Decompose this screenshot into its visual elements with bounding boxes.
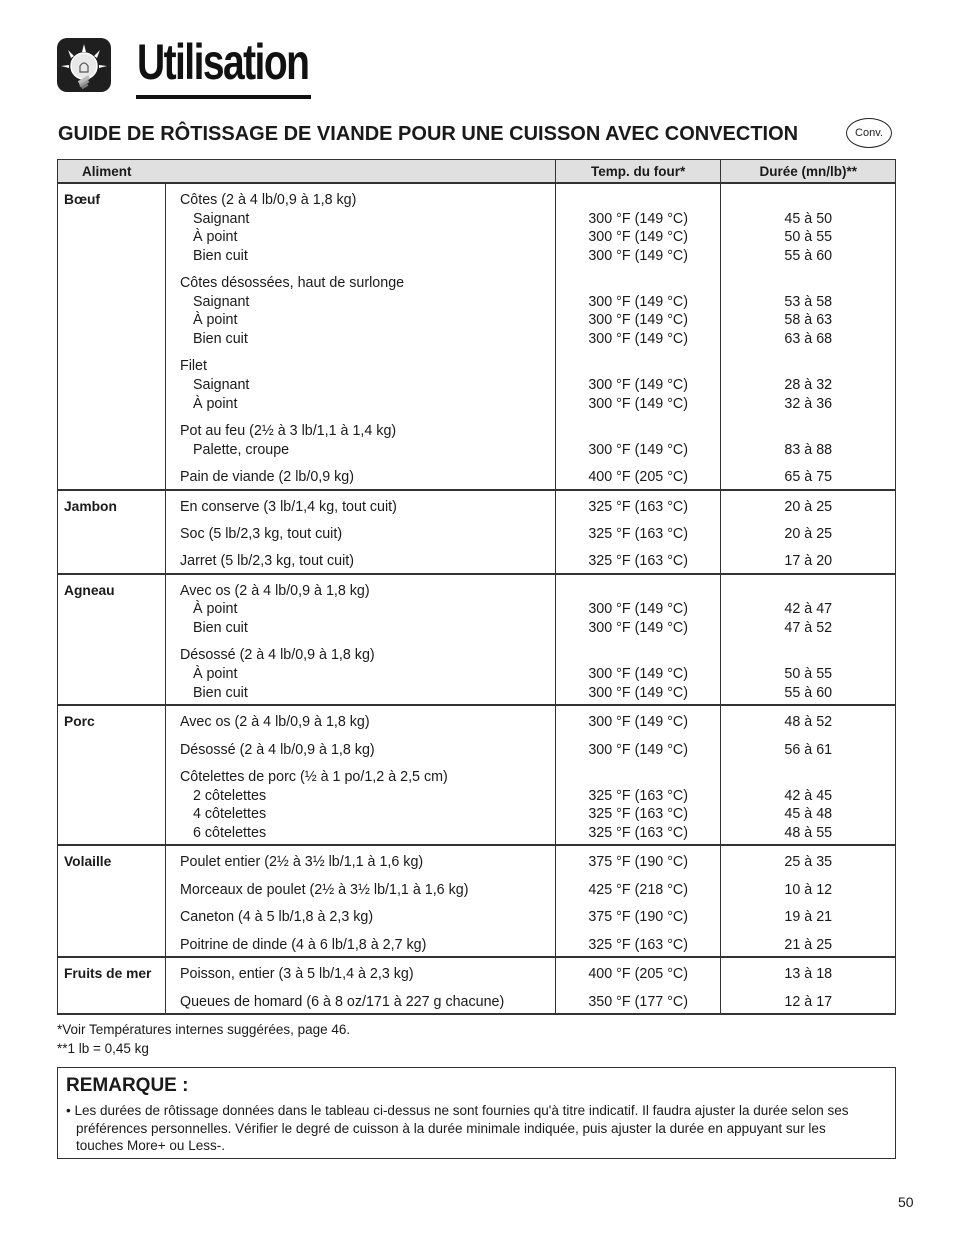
oven-temp-cell — [555, 845, 721, 957]
food-item-label: À point — [192, 229, 238, 246]
food-item-label: Palette, croupe — [192, 441, 290, 458]
food-item-label: Saignant — [192, 293, 250, 310]
food-item-label: Saignant — [192, 210, 250, 227]
table-row — [58, 490, 896, 574]
food-item-label: À point — [192, 312, 238, 329]
cook-time-value: 21 à 25 — [784, 936, 833, 953]
table-header-row — [58, 160, 896, 184]
oven-temp-value: 375 °F (190 °C) — [588, 909, 688, 926]
row-gap — [721, 927, 895, 936]
note-box — [57, 1067, 896, 1159]
table-row — [58, 845, 896, 957]
food-item-label: 6 côtelettes — [192, 824, 267, 841]
cook-time-cell — [721, 845, 896, 957]
cook-time-value: 50 à 55 — [784, 666, 833, 683]
row-gap — [556, 265, 721, 274]
food-items-cell — [165, 490, 555, 574]
food-item-label: Poisson, entier (3 à 5 lb/1,4 à 2,3 kg) — [179, 966, 414, 983]
oven-temp-value: 300 °F (149 °C) — [588, 601, 688, 618]
oven-temp-value — [556, 768, 721, 787]
oven-temp-cell — [555, 705, 721, 845]
food-item-label: Filet — [179, 358, 207, 375]
food-item-label: 4 côtelettes — [192, 806, 267, 823]
cook-time-value: 48 à 55 — [784, 824, 833, 841]
cook-time-value: 42 à 47 — [784, 601, 833, 618]
oven-temp-cell — [555, 574, 721, 705]
oven-temp-value: 325 °F (163 °C) — [588, 525, 688, 542]
food-item-label: Caneton (4 à 5 lb/1,8 à 2,3 kg) — [179, 909, 374, 926]
oven-temp-value: 300 °F (149 °C) — [588, 714, 688, 731]
oven-temp-cell — [555, 490, 721, 574]
food-category: Agneau — [58, 574, 166, 705]
row-gap — [166, 638, 555, 647]
light-bulb-icon — [57, 38, 111, 92]
food-item-label: Poitrine de dinde (4 à 6 lb/1,8 à 2,7 kg) — [179, 936, 427, 953]
row-gap — [556, 516, 721, 525]
title-underline — [136, 95, 311, 99]
cook-time-cell — [721, 183, 896, 490]
row-gap — [721, 349, 895, 358]
section-title: GUIDE DE RÔTISSAGE DE VIANDE POUR UNE CUISSON AVEC CONVECTION — [58, 123, 799, 145]
footnote-temp: *Voir Températures internes suggérées, page 46. — [57, 1022, 351, 1037]
oven-temp-value: 325 °F (163 °C) — [588, 553, 688, 570]
oven-temp-value: 300 °F (149 °C) — [588, 229, 688, 246]
cook-time-value: 56 à 61 — [784, 741, 833, 758]
food-item-label: Poulet entier (2½ à 3½ lb/1,1 à 1,6 kg) — [179, 854, 424, 871]
row-gap — [721, 265, 895, 274]
oven-temp-value: 300 °F (149 °C) — [588, 330, 688, 347]
food-item-label: En conserve (3 lb/1,4 kg, tout cuit) — [179, 498, 397, 515]
food-item-label: Bien cuit — [192, 684, 248, 701]
cook-time-value: 12 à 17 — [784, 993, 833, 1010]
cook-time-value — [721, 357, 895, 376]
cook-time-value — [721, 582, 895, 601]
oven-temp-value: 300 °F (149 °C) — [588, 247, 688, 264]
food-item-label: Saignant — [192, 376, 250, 393]
row-gap — [166, 265, 555, 274]
oven-temp-value: 350 °F (177 °C) — [588, 993, 688, 1010]
cook-time-cell — [721, 574, 896, 705]
cook-time-value: 58 à 63 — [784, 312, 833, 329]
cook-time-value: 42 à 45 — [784, 787, 833, 804]
table-row — [58, 183, 896, 490]
cook-time-value: 55 à 60 — [784, 247, 833, 264]
footnote-lb: **1 lb = 0,45 kg — [57, 1041, 149, 1056]
row-gap — [166, 759, 555, 768]
row-gap — [556, 459, 721, 468]
table-body — [58, 183, 896, 1014]
row-gap — [721, 759, 895, 768]
row-gap — [166, 543, 555, 552]
cook-time-value — [721, 274, 895, 293]
oven-temp-value: 325 °F (163 °C) — [588, 936, 688, 953]
row-gap — [721, 459, 895, 468]
oven-temp-value: 400 °F (205 °C) — [588, 468, 688, 485]
row-gap — [721, 732, 895, 741]
food-item-label: Pain de viande (2 lb/0,9 kg) — [179, 468, 355, 485]
row-gap — [556, 984, 721, 993]
cook-time-value: 48 à 52 — [784, 714, 833, 731]
cook-time-value: 32 à 36 — [784, 395, 833, 412]
note-text: • Les durées de rôtissage données dans le tableau ci-dessus ne sont fournies qu'à titre indicatif. Il faudra ajuster la durée selon ses préférences personnelles. Vérifier le degré de cuisson à la durée minimale indiquée, puis ajuster la durée en appuyant sur les touches More+ ou Less-. — [66, 1103, 849, 1153]
oven-temp-value: 325 °F (163 °C) — [588, 498, 688, 515]
oven-temp-cell — [555, 957, 721, 1014]
cook-time-value: 53 à 58 — [784, 293, 833, 310]
cook-time-value: 50 à 55 — [784, 229, 833, 246]
row-gap — [721, 872, 895, 881]
row-gap — [556, 927, 721, 936]
row-gap — [166, 349, 555, 358]
row-gap — [166, 984, 555, 993]
row-gap — [556, 759, 721, 768]
oven-temp-value: 375 °F (190 °C) — [588, 854, 688, 871]
cook-time-value: 10 à 12 — [784, 881, 833, 898]
cook-time-value — [721, 768, 895, 787]
oven-temp-value: 300 °F (149 °C) — [588, 210, 688, 227]
oven-temp-value — [556, 191, 721, 210]
oven-temp-value — [556, 422, 721, 441]
row-gap — [721, 516, 895, 525]
food-category: Volaille — [58, 845, 166, 957]
header-temp: Temp. du four* — [555, 160, 721, 184]
row-gap — [166, 899, 555, 908]
row-gap — [721, 899, 895, 908]
table-row — [58, 574, 896, 705]
row-gap — [556, 349, 721, 358]
oven-temp-value — [556, 646, 721, 665]
food-items-cell — [165, 957, 555, 1014]
page-number: 50 — [898, 1194, 914, 1210]
food-category: Jambon — [58, 490, 166, 574]
footnotes — [57, 1020, 350, 1058]
row-gap — [721, 984, 895, 993]
row-gap — [556, 413, 721, 422]
food-item-label: Jarret (5 lb/2,3 kg, tout cuit) — [179, 553, 354, 570]
cook-time-value: 55 à 60 — [784, 684, 833, 701]
food-item-label: Désossé (2 à 4 lb/0,9 à 1,8 kg) — [179, 647, 375, 664]
table-row — [58, 705, 896, 845]
cook-time-value: 19 à 21 — [784, 909, 833, 926]
oven-temp-value — [556, 582, 721, 601]
food-items-cell — [165, 705, 555, 845]
page-title: Utilisation — [137, 34, 309, 90]
oven-temp-value — [556, 357, 721, 376]
oven-temp-value: 300 °F (149 °C) — [588, 666, 688, 683]
food-item-label: À point — [192, 666, 238, 683]
oven-temp-value: 300 °F (149 °C) — [588, 741, 688, 758]
cook-time-value: 83 à 88 — [784, 441, 833, 458]
food-item-label: Pot au feu (2½ à 3 lb/1,1 à 1,4 kg) — [179, 422, 397, 439]
cook-time-value: 47 à 52 — [784, 620, 833, 637]
food-item-label: Côtes désossées, haut de surlonge — [179, 275, 405, 292]
cook-time-value: 17 à 20 — [784, 553, 833, 570]
oven-temp-value: 300 °F (149 °C) — [588, 395, 688, 412]
row-gap — [166, 459, 555, 468]
row-gap — [556, 872, 721, 881]
food-item-label: Côtelettes de porc (½ à 1 po/1,2 à 2,5 cm) — [179, 769, 448, 786]
header-aliment: Aliment — [58, 160, 556, 184]
cook-time-value: 45 à 50 — [784, 210, 833, 227]
note-title: REMARQUE : — [66, 1075, 189, 1096]
oven-temp-value: 300 °F (149 °C) — [588, 441, 688, 458]
oven-temp-value: 325 °F (163 °C) — [588, 824, 688, 841]
food-item-label: Désossé (2 à 4 lb/0,9 à 1,8 kg) — [179, 741, 375, 758]
food-item-label: À point — [192, 395, 238, 412]
row-gap — [166, 927, 555, 936]
cook-time-value: 20 à 25 — [784, 525, 833, 542]
food-items-cell — [165, 845, 555, 957]
oven-temp-value: 325 °F (163 °C) — [588, 787, 688, 804]
row-gap — [166, 516, 555, 525]
food-items-cell — [165, 183, 555, 490]
cook-time-cell — [721, 705, 896, 845]
cook-time-value: 45 à 48 — [784, 806, 833, 823]
table-row — [58, 957, 896, 1014]
food-item-label: Bien cuit — [192, 330, 248, 347]
row-gap — [166, 732, 555, 741]
oven-temp-value: 300 °F (149 °C) — [588, 293, 688, 310]
roasting-table — [57, 159, 896, 1015]
food-item-label: Côtes (2 à 4 lb/0,9 à 1,8 kg) — [179, 192, 357, 208]
cook-time-value: 20 à 25 — [784, 498, 833, 515]
row-gap — [556, 899, 721, 908]
cook-time-cell — [721, 490, 896, 574]
cook-time-value: 65 à 75 — [784, 468, 833, 485]
food-item-label: Morceaux de poulet (2½ à 3½ lb/1,1 à 1,6 kg) — [179, 881, 469, 898]
row-gap — [556, 543, 721, 552]
food-category: Porc — [58, 705, 166, 845]
cook-time-value: 13 à 18 — [784, 966, 833, 983]
oven-temp-value: 300 °F (149 °C) — [588, 620, 688, 637]
oven-temp-value: 300 °F (149 °C) — [588, 684, 688, 701]
row-gap — [166, 413, 555, 422]
row-gap — [556, 638, 721, 647]
food-item-label: Bien cuit — [192, 247, 248, 264]
food-category: Fruits de mer — [58, 957, 166, 1014]
row-gap — [721, 638, 895, 647]
food-item-label: Avec os (2 à 4 lb/0,9 à 1,8 kg) — [179, 582, 370, 599]
row-gap — [556, 732, 721, 741]
row-gap — [721, 413, 895, 422]
cook-time-value: 25 à 35 — [784, 854, 833, 871]
row-gap — [721, 543, 895, 552]
oven-temp-value: 400 °F (205 °C) — [588, 966, 688, 983]
cook-time-value: 28 à 32 — [784, 376, 833, 393]
cook-time-value — [721, 422, 895, 441]
oven-temp-value: 325 °F (163 °C) — [588, 806, 688, 823]
food-item-label: Avec os (2 à 4 lb/0,9 à 1,8 kg) — [179, 714, 370, 731]
food-item-label: Bien cuit — [192, 620, 248, 637]
food-item-label: 2 côtelettes — [192, 787, 267, 804]
oven-temp-value: 425 °F (218 °C) — [588, 881, 688, 898]
oven-temp-value: 300 °F (149 °C) — [588, 376, 688, 393]
cook-time-value — [721, 191, 895, 210]
food-items-cell — [165, 574, 555, 705]
oven-temp-value — [556, 274, 721, 293]
food-item-label: Soc (5 lb/2,3 kg, tout cuit) — [179, 525, 343, 542]
food-item-label: À point — [192, 601, 238, 618]
oven-temp-value: 300 °F (149 °C) — [588, 312, 688, 329]
cook-time-value: 63 à 68 — [784, 330, 833, 347]
cook-time-cell — [721, 957, 896, 1014]
row-gap — [166, 872, 555, 881]
food-item-label: Queues de homard (6 à 8 oz/171 à 227 g chacune) — [179, 993, 505, 1010]
food-category: Bœuf — [58, 183, 166, 490]
header-time: Durée (mn/lb)** — [721, 160, 896, 184]
oven-temp-cell — [555, 183, 721, 490]
conv-badge: Conv. — [846, 118, 892, 148]
cook-time-value — [721, 646, 895, 665]
